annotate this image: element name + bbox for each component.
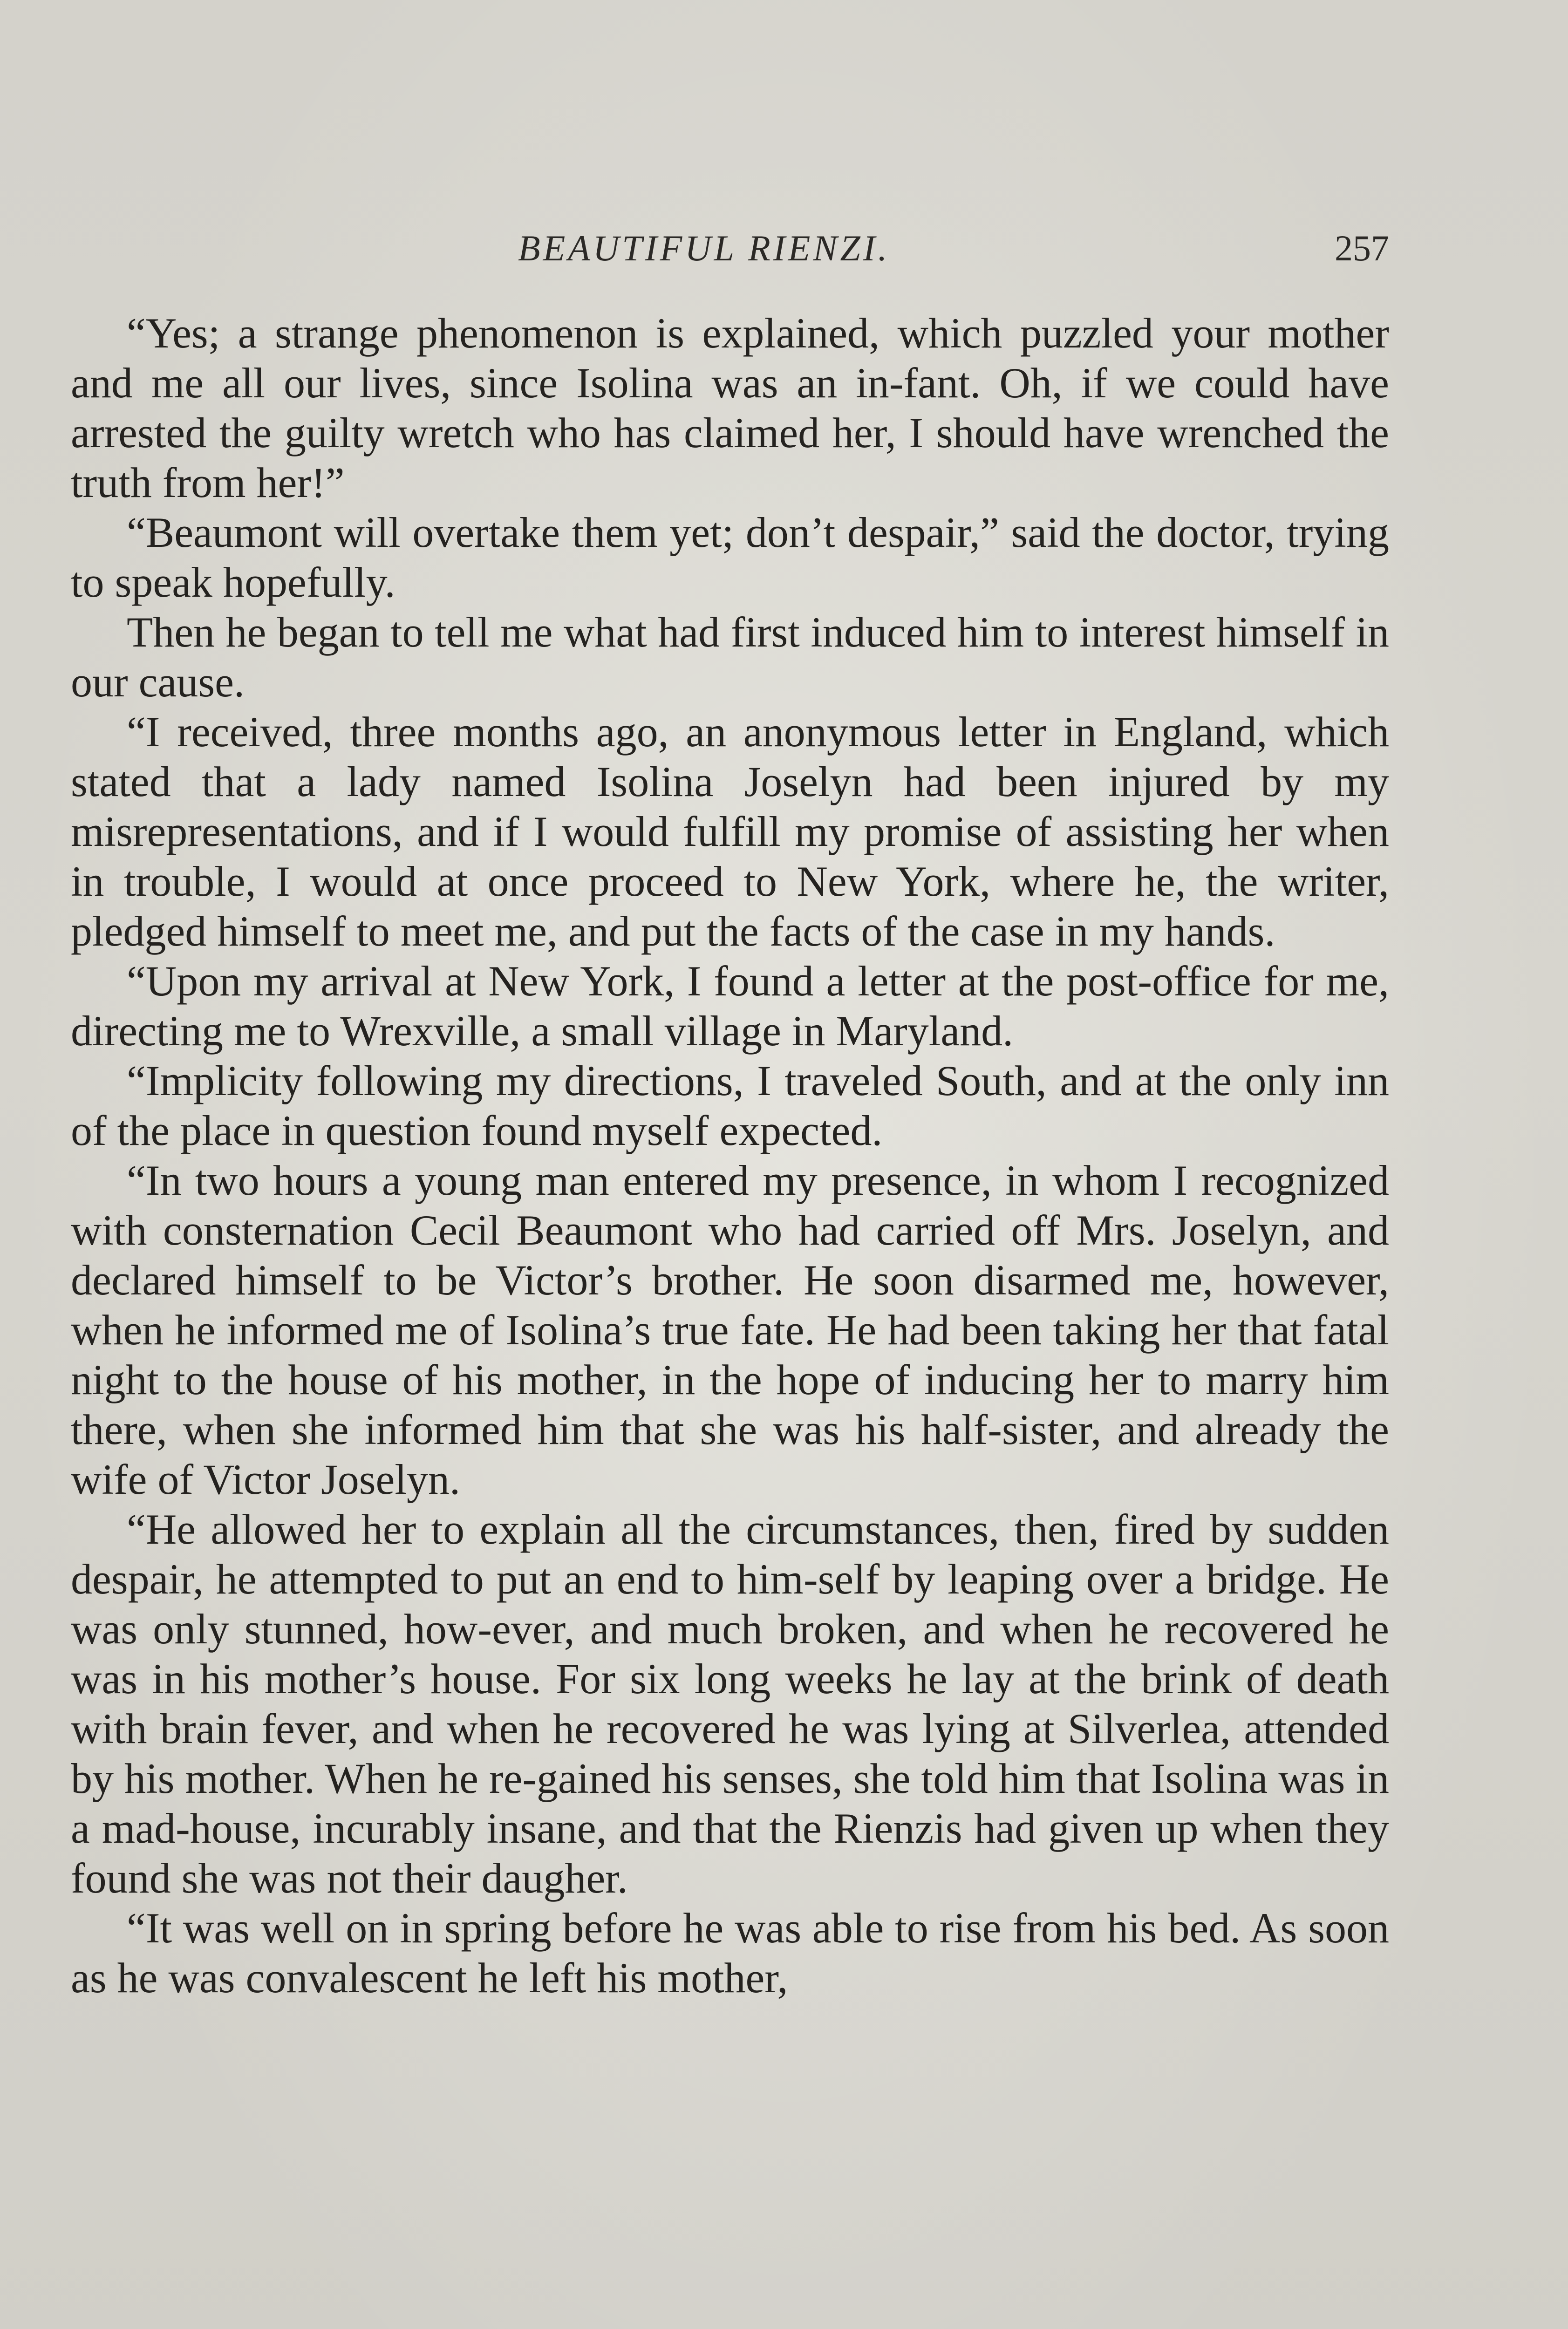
paragraph: “He allowed her to explain all the circumstances, then, fired by sudden despair, he attempted to put an end to him-self by leaping over a bridge. He was only stunned, how-ever, and much broken, and when he recovered he was in his mother’s house. For six long weeks he lay at the brink of death with brain fever, and when he recovered he was lying at Silverlea, attended by his mother. When he re-gained his senses, she told him that Isolina was in a mad-house, incurably insane, and that the Rienzis had given up when they found she was not their daugher.: [71, 1505, 1389, 1902]
paragraph: “I received, three months ago, an anonymous letter in England, which stated that a lady named Isolina Joselyn had been injured by my misrepresentations, and if I would fulfill my promise of assisting her when in trouble, I would at once proceed to New York, where he, the writer, pledged himself to meet me, and put the facts of the case in my hands.: [71, 708, 1389, 955]
body-text: [71, 308, 1389, 2003]
paragraph: “Yes; a strange phenomenon is explained, which puzzled your mother and me all our lives, since Isolina was an in-fant. Oh, if we could have arrested the guilty wretch who has claimed her, I should have wrenched the truth from her!”: [71, 309, 1389, 506]
paragraph: “It was well on in spring before he was able to rise from his bed. As soon as he was convalescent he left his mother,: [71, 1904, 1389, 2002]
page-number: 257: [1335, 228, 1389, 268]
running-title: BEAUTIFUL RIENZI.: [518, 228, 890, 268]
paragraph: “In two hours a young man entered my presence, in whom I recognized with consternation Cecil Beaumont who had carried off Mrs. Joselyn, and declared himself to be Victor’s brother. He soon disarmed me, however, when he informed me of Isolina’s true fate. He had been taking her that fatal night to the house of his mother, in the hope of inducing her to marry him there, when she informed him that she was his half-sister, and already the wife of Victor Joselyn.: [71, 1157, 1389, 1503]
paragraph: “Beaumont will overtake them yet; don’t despair,” said the doctor, trying to speak hopefully.: [71, 509, 1389, 606]
paragraph: “Upon my arrival at New York, I found a letter at the post-office for me, directing me to Wrexville, a small village in Maryland.: [71, 957, 1389, 1055]
paragraph: “Implicity following my directions, I traveled South, and at the only inn of the place in question found myself expected.: [71, 1057, 1389, 1154]
page-header: [71, 227, 1389, 274]
paragraph: Then he began to tell me what had first induced him to interest himself in our cause.: [71, 608, 1389, 706]
